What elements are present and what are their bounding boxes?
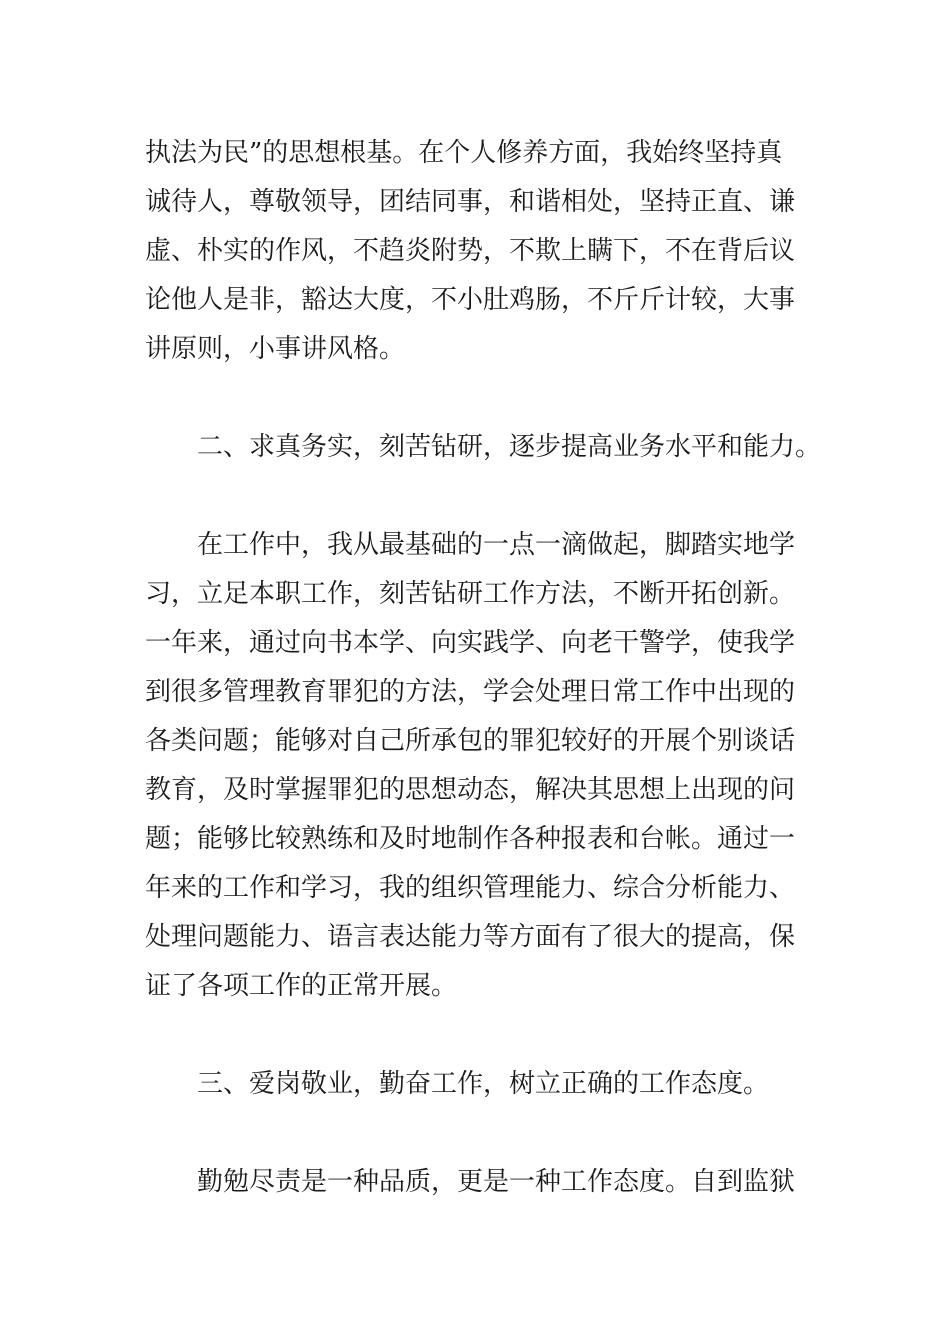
paragraph-spacer xyxy=(145,472,807,521)
text-line: 在工作中，我从最基础的一点一滴做起，脚踏实地学 xyxy=(197,530,796,560)
paragraph-personal-cultivation xyxy=(145,129,807,374)
text-line: 勤勉尽责是一种品质，更是一种工作态度。自到监狱 xyxy=(197,1167,796,1197)
text-line: 到很多管理教育罪犯的方法，学会处理日常工作中出现的 xyxy=(145,677,796,707)
paragraph-spacer xyxy=(145,1011,807,1060)
text-line: 虚、朴实的作风，不趋炎附势，不欺上瞒下，不在背后议 xyxy=(145,236,796,266)
text-line: 执法为民”的思想根基。在个人修养方面，我始终坚持真 xyxy=(145,138,783,168)
document-page xyxy=(145,129,822,1207)
text-line: 处理问题能力、语言表达能力等方面有了很大的提高，保 xyxy=(145,922,796,952)
text-line: 各类问题；能够对自己所承包的罪犯较好的开展个别谈话 xyxy=(145,726,796,756)
paragraph-spacer xyxy=(145,1109,807,1158)
section-heading-2: 二、求真务实，刻苦钻研，逐步提高业务水平和能力。 xyxy=(197,432,822,462)
text-line: 年来的工作和学习，我的组织管理能力、综合分析能力、 xyxy=(145,873,796,903)
text-line: 论他人是非，豁达大度，不小肚鸡肠，不斤斤计较，大事 xyxy=(145,285,796,315)
text-line: 诚待人，尊敬领导，团结同事，和谐相处，坚持正直、谦 xyxy=(145,187,796,217)
text-line: 证了各项工作的正常开展。 xyxy=(145,971,458,1001)
text-line: 讲原则，小事讲风格。 xyxy=(145,334,406,364)
paragraph-work-study xyxy=(145,521,807,1011)
section-heading-3: 三、爱岗敬业，勤奋工作，树立正确的工作态度。 xyxy=(197,1069,770,1099)
paragraph-work-attitude xyxy=(145,1158,807,1207)
paragraph-spacer xyxy=(145,374,807,423)
text-line: 教育，及时掌握罪犯的思想动态，解决其思想上出现的问 xyxy=(145,775,796,805)
text-line: 题；能够比较熟练和及时地制作各种报表和台帐。通过一 xyxy=(145,824,796,854)
text-line: 习，立足本职工作，刻苦钻研工作方法，不断开拓创新。 xyxy=(145,579,796,609)
text-line: 一年来，通过向书本学、向实践学、向老干警学，使我学 xyxy=(145,628,796,658)
